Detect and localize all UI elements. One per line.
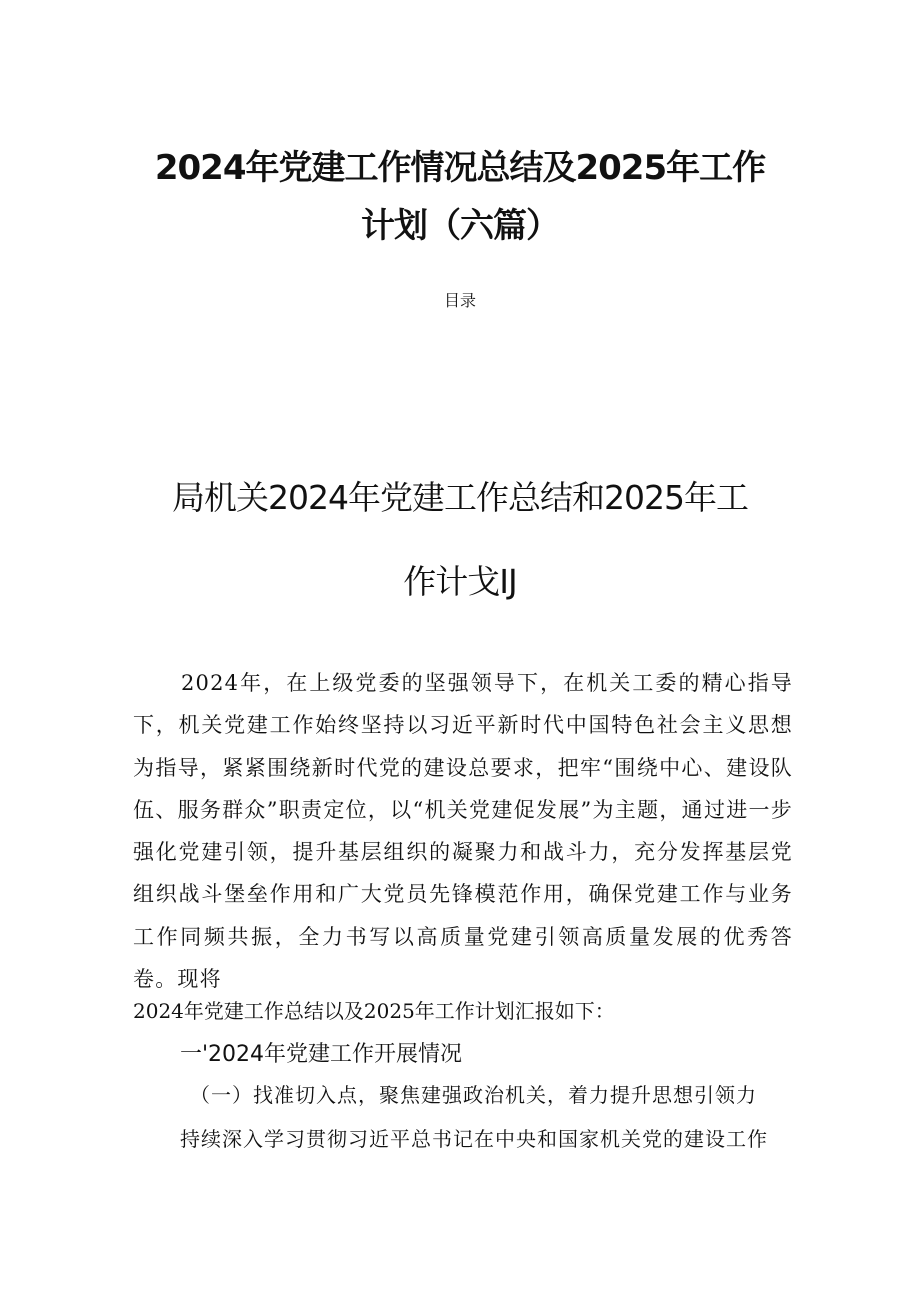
subsection-heading: （一）找准切入点，聚焦建强政治机关，着力提升思想引领力 bbox=[190, 1083, 757, 1107]
article-title-line-2: 作计戈IJ bbox=[403, 562, 517, 601]
article-title-line-1: 局机关2024年党建工作总结和2025年工 bbox=[172, 478, 748, 517]
intro-paragraph: 2024年，在上级党委的坚强领导下，在机关工委的精心指导下，机关党建工作始终坚持以习近平新时代中国特色社会主义思想为指导，紧紧围绕新时代党的建设总要求，把牢“围绕中心、建设队伍、服务群众”职责定位，以“机关党建促发展”为主题，通过进一步强化党建引领，提升基层组织的凝聚力和战斗力，充分发挥基层党组织战斗堡垒作用和广大党员先锋模范作用，确保党建工作与业务工作同频共振，全力书写以高质量党建引领高质量发展的优秀答卷。现将 bbox=[133, 671, 793, 992]
table-of-contents-label: 目录 bbox=[443, 291, 476, 310]
report-intro-line: 2024年党建工作总结以及2025年工作计划汇报如下： bbox=[133, 999, 615, 1023]
body-last-line: 持续深入学习贯彻习近平总书记在中央和国家机关党的建设工作 bbox=[180, 1127, 768, 1151]
document-title-line-2: 计划（六篇） bbox=[361, 206, 559, 246]
section-heading: 一'2024年党建工作开展情况 bbox=[180, 1042, 463, 1067]
document-title-line-1: 2024年党建工作情况总结及2025年工作 bbox=[154, 148, 766, 188]
